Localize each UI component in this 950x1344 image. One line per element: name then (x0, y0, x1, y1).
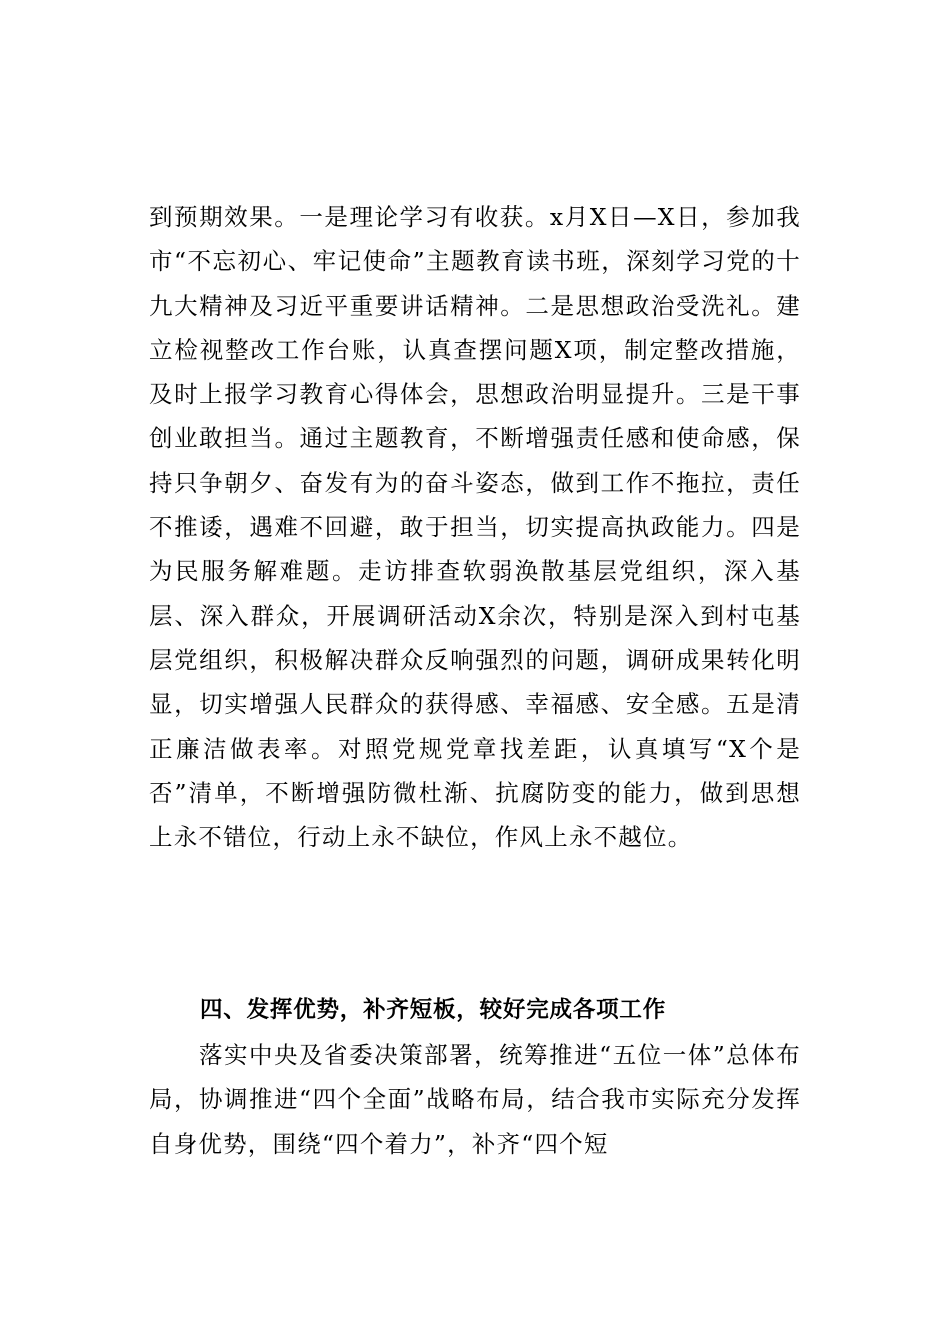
body-paragraph: 到预期效果。一是理论学习有收获。x月X日—X日，参加我市“不忘初心、牢记使命”主题教育读书班，深刻学习党的十九大精神及习近平重要讲话精神。二是思想政治受洗礼。建立检视整改工作台账，认真查摆问题X项，制定整改措施，及时上报学习教育心得体会，思想政治明显提升。三是干事创业敢担当。通过主题教育，不断增强责任感和使命感，保持只争朝夕、奋发有为的奋斗姿态，做到工作不拖拉，责任不推诿，遇难不回避，敢于担当，切实提高执政能力。四是为民服务解难题。走访排查软弱涣散基层党组织，深入基层、深入群众，开展调研活动X余次，特别是深入到村屯基层党组织，积极解决群众反响强烈的问题，调研成果转化明显，切实增强人民群众的获得感、幸福感、安全感。五是清正廉洁做表率。对照党规党章找差距，认真填写“X个是否”清单，不断增强防微杜渐、抗腐防变的能力，做到思想上永不错位，行动上永不缺位，作风上永不越位。 (149, 203, 801, 852)
section-heading: 四、发挥优势，补齐短板，较好完成各项工作 (200, 997, 667, 1023)
body-paragraph-continued: 落实中央及省委决策部署，统筹推进“五位一体”总体布局，协调推进“四个全面”战略布局，结合我市实际充分发挥自身优势，围绕“四个着力”，补齐“四个短 (149, 1041, 801, 1158)
